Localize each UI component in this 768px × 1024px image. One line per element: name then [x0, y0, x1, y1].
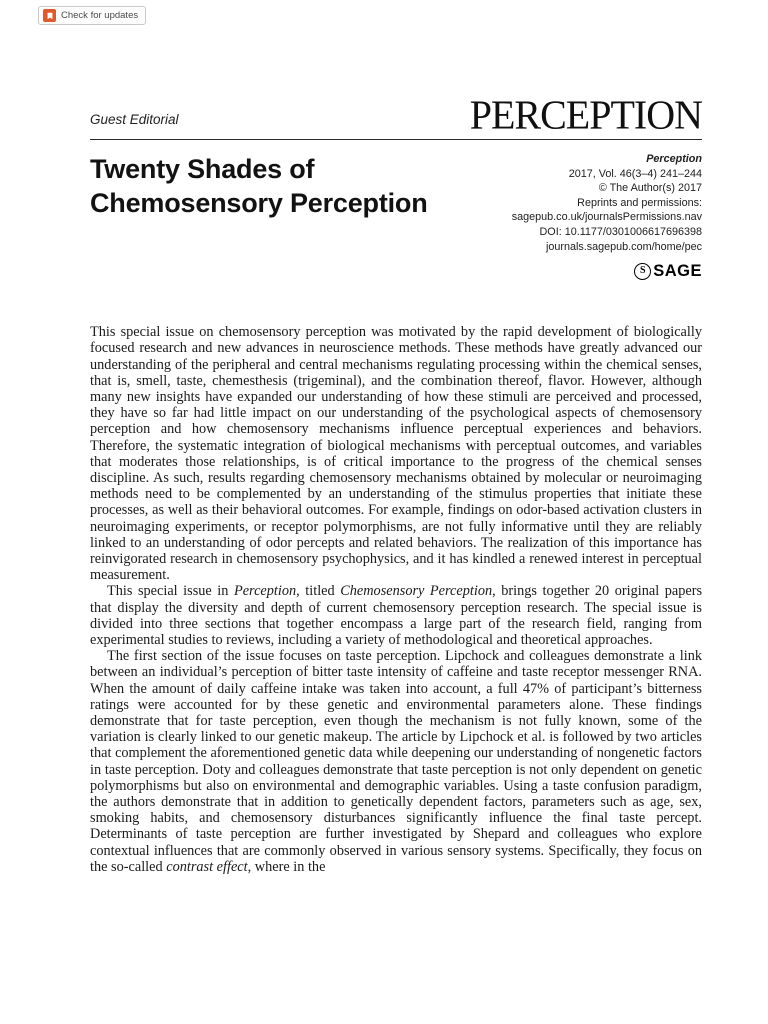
title-row	[90, 152, 702, 280]
body-text: , titled	[296, 583, 341, 600]
sage-logo	[512, 263, 702, 280]
body-text: This special issue in	[107, 583, 234, 600]
article-type-label: Guest Editorial	[90, 112, 179, 127]
body-paragraph	[90, 583, 702, 648]
title-line-2: Chemosensory Perception	[90, 188, 428, 218]
header-row	[90, 91, 702, 140]
meta-doi: DOI: 10.1177/0301006617696398	[539, 225, 702, 238]
body-text: The first section of the issue focuses on taste perception. Lipchock and colleagues demonstrate a link between an individual’s perception of bitter taste intensity of caffeine and taste receptor messenger RNA. When the amount of daily caffeine intake was taken into account, a full 47% of participant’s bitterness ratings were accounted for by these genetic and environmental parameters alone. These findings demonstrate that for taste perception, even though the mechanism is not fully known, some of the variation is clearly linked to our genetic makeup. The article by Lipchock et al. is followed by two articles that complement the aforementioned genetic data while deepening our understanding of nongenetic factors in taste perception. Doty and colleagues demonstrate that taste perception is not only dependent on genetic polymorphisms but also on environmental and demographic variables. Using a taste confusion paradigm, the authors demonstrate that in addition to genetically dependent factors, parameters such as age, sex, smoking habits, and chemosensory disturbances significantly influence the final taste percept. Determinants of taste perception are further investigated by Shepard and colleagues who explore contextual influences that are commonly observed in various sensory systems. Specifically, they focus on the so-called	[90, 648, 702, 875]
body-text-italic: contrast effect	[166, 858, 248, 875]
body-paragraph	[90, 324, 702, 583]
meta-copyright: © The Author(s) 2017	[598, 182, 702, 195]
title-line-1: Twenty Shades of	[90, 154, 315, 184]
page-title	[90, 152, 428, 220]
article-meta	[512, 152, 702, 280]
meta-journal-url[interactable]: journals.sagepub.com/home/pec	[545, 240, 702, 253]
body-text: , brings together 20 original papers that display the diversity and depth of current chemosensory perception research. The special issue is divided into three sections that together encompass a large part of the research field, ranging from experimental studies to reviews, including a variety of methodological and theoretical approaches.	[90, 583, 703, 649]
sage-wordmark: SAGE	[653, 262, 702, 281]
check-for-updates-badge[interactable]	[38, 6, 146, 25]
body-text-italic: Chemosensory Perception	[340, 583, 493, 600]
meta-reprints-label: Reprints and permissions:	[577, 196, 702, 209]
meta-volume-info: 2017, Vol. 46(3–4) 241–244	[568, 167, 702, 180]
meta-permissions-url[interactable]: sagepub.co.uk/journalsPermissions.nav	[511, 211, 702, 224]
crossmark-icon	[43, 9, 56, 22]
journal-logo: PERCEPTION	[469, 91, 702, 139]
article-body	[90, 324, 702, 875]
body-text: , where in the	[247, 858, 326, 875]
body-paragraph	[90, 648, 702, 875]
check-for-updates-label: Check for updates	[61, 10, 139, 21]
body-text: This special issue on chemosensory perception was motivated by the rapid development of biologically focused research and new advances in neuroscience methods. These methods have greatly advanced our understanding of the peripheral and central mechanisms regulating processing within the chemical senses, that is, smell, taste, chemesthesis (trigeminal), and the combination thereof, flavor. However, although many new insights have expanded our understanding of how these stimuli are perceived and processed, they have so far had little impact on our understanding of the psychological aspects of chemosensory perception and how chemosensory mechanisms influence perceptual experiences and behaviors. Therefore, the systematic integration of biological mechanisms with perceptual outcomes, and variables that moderates those relationships, is of critical importance to the progress of the chemical senses discipline. As such, results regarding chemosensory mechanisms obtained by molecular or neuroimaging methods need to be complemented by an understanding of the stimulus properties that initiate these processes, as well as their behavioral outcomes. For example, findings on odor-based activation clusters in neuroimaging experiments, or receptor polymorphisms, are not fully informative until they are reliably linked to an understanding of odor percepts and related behaviors. The realization of this importance has reinvigorated research in chemosensory psychophysics, and it has kindled a renewed interest in perceptual measurement.	[90, 324, 702, 584]
sage-circle-icon: S	[634, 263, 651, 280]
meta-journal-name: Perception	[646, 153, 702, 165]
page-content	[90, 91, 703, 875]
body-text-italic: Perception	[233, 583, 297, 600]
